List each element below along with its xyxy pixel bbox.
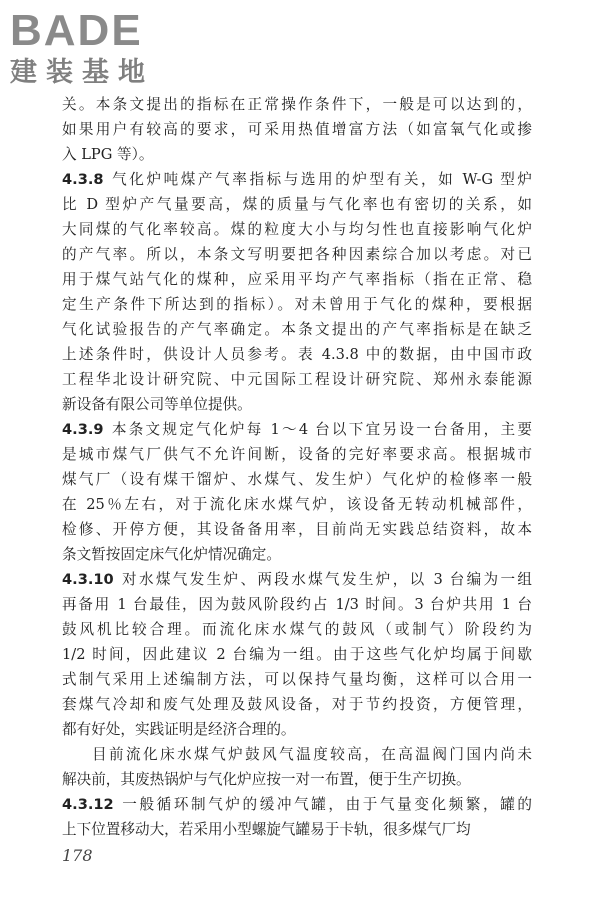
text-line — [62, 567, 532, 592]
text-line — [62, 92, 532, 117]
line-text: 鼓风机比较合理。而流化床水煤气的鼓风（或制气）阶段约为 — [62, 621, 532, 638]
text-line — [62, 167, 532, 192]
text-line — [62, 517, 532, 542]
text-line — [62, 392, 532, 417]
line-text: 新设备有限公司等单位提供。 — [62, 396, 252, 413]
line-text: 比 D 型炉产气量要高，煤的质量与气化率也有密切的关系，如 — [62, 196, 532, 213]
text-line — [62, 367, 532, 392]
line-text: 对水煤气发生炉、两段水煤气发生炉，以 3 台编为一组 — [119, 571, 532, 588]
line-text: 气化试验报告的产气率确定。本条文提出的产气率指标是在缺乏 — [62, 321, 532, 338]
text-line — [62, 642, 532, 667]
text-line — [62, 767, 532, 792]
line-text: 用于煤气站气化的煤种，应采用平均产气率指标（指在正常、稳 — [62, 271, 532, 288]
paragraph-cont — [62, 92, 532, 167]
bade-logo — [10, 8, 180, 96]
line-text: 煤气厂（设有煤干馏炉、水煤气、发生炉）气化炉的检修率一般 — [62, 471, 532, 488]
line-text: 工程华北设计研究院、中元国际工程设计研究院、郑州永泰能源 — [62, 371, 532, 388]
text-line — [62, 267, 532, 292]
text-line — [62, 492, 532, 517]
line-text: 都有好处，实践证明是经济合理的。 — [62, 721, 296, 738]
text-line — [62, 817, 532, 842]
line-text: 解决前，其废热锅炉与气化炉应按一对一布置，便于生产切换。 — [62, 771, 471, 788]
line-text: 上述条件时，供设计人员参考。表 4.3.8 中的数据，由中国市政 — [62, 346, 532, 363]
line-text: 式制气采用上述编制方法，可以保持气量均衡，这样可以合用一 — [62, 671, 532, 688]
paragraph-4-3-9 — [62, 417, 532, 567]
line-text: 本条文规定气化炉每 1～4 台以下宜另设一台备用，主要 — [109, 421, 532, 438]
text-line — [62, 617, 532, 642]
text-line — [62, 467, 532, 492]
line-text: 大同煤的气化率较高。煤的粒度大小与均匀性也直接影响气化炉 — [62, 221, 532, 238]
section-number: 4.3.10 — [62, 571, 114, 588]
paragraph-4-3-8 — [62, 167, 532, 417]
section-number: 4.3.9 — [62, 421, 104, 438]
text-line — [62, 592, 532, 617]
line-text: 检修、开停方便，其设备备用率，目前尚无实践总结资料，故本 — [62, 521, 532, 538]
paragraph-note — [62, 742, 532, 792]
section-number: 4.3.8 — [62, 171, 104, 188]
line-text: 如果用户有较高的要求，可采用热值增富方法（如富氧气化或掺 — [62, 121, 532, 138]
page-number: 178 — [62, 846, 93, 865]
line-text: 一般循环制气炉的缓冲气罐，由于气量变化频繁，罐的 — [119, 796, 532, 813]
text-line — [62, 142, 532, 167]
line-text: 定生产条件下所达到的指标）。对未曾用于气化的煤种，要根据 — [62, 296, 532, 313]
line-text: 的产气率。所以，本条文写明要把各种因素综合加以考虑。对已 — [62, 246, 532, 263]
text-line — [62, 792, 532, 817]
logo-title: BADE — [10, 6, 143, 55]
line-text: 入 LPG 等）。 — [62, 146, 154, 163]
paragraph-4-3-10 — [62, 567, 532, 742]
text-line — [62, 117, 532, 142]
line-text: 条文暂按固定床气化炉情况确定。 — [62, 546, 281, 563]
text-line — [62, 292, 532, 317]
text-line — [62, 417, 532, 442]
line-text: 关。本条文提出的指标在正常操作条件下，一般是可以达到的， — [62, 96, 532, 113]
text-line — [62, 742, 532, 767]
text-line — [62, 192, 532, 217]
line-text: 在 25％左右，对于流化床水煤气炉，该设备无转动机械部件， — [62, 496, 532, 513]
text-line — [62, 717, 532, 742]
line-text: 是城市煤气厂供气不允许间断，设备的完好率要求高。根据城市 — [62, 446, 532, 463]
line-text: 1/2 时间，因此建议 2 台编为一组。由于这些气化炉均属于间歇 — [62, 646, 532, 663]
text-line — [62, 692, 532, 717]
logo-subtitle: 建装基地 — [10, 57, 154, 88]
text-line — [62, 342, 532, 367]
line-text: 目前流化床水煤气炉鼓风气温度较高，在高温阀门国内尚未 — [92, 746, 532, 763]
document-body — [62, 92, 532, 842]
text-line — [62, 442, 532, 467]
line-text: 套煤气冷却和废气处理及鼓风设备，对于节约投资，方便管理， — [62, 696, 532, 713]
text-line — [62, 242, 532, 267]
text-line — [62, 217, 532, 242]
line-text: 上下位置移动大，若采用小型螺旋气罐易于卡轨，很多煤气厂均 — [62, 821, 471, 838]
line-text: 气化炉吨煤产气率指标与选用的炉型有关，如 W-G 型炉 — [109, 171, 532, 188]
section-number: 4.3.12 — [62, 796, 114, 813]
text-line — [62, 317, 532, 342]
text-line — [62, 542, 532, 567]
line-text: 再备用 1 台最佳，因为鼓风阶段约占 1/3 时间。3 台炉共用 1 台 — [62, 596, 532, 613]
paragraph-4-3-12 — [62, 792, 532, 842]
text-line — [62, 667, 532, 692]
